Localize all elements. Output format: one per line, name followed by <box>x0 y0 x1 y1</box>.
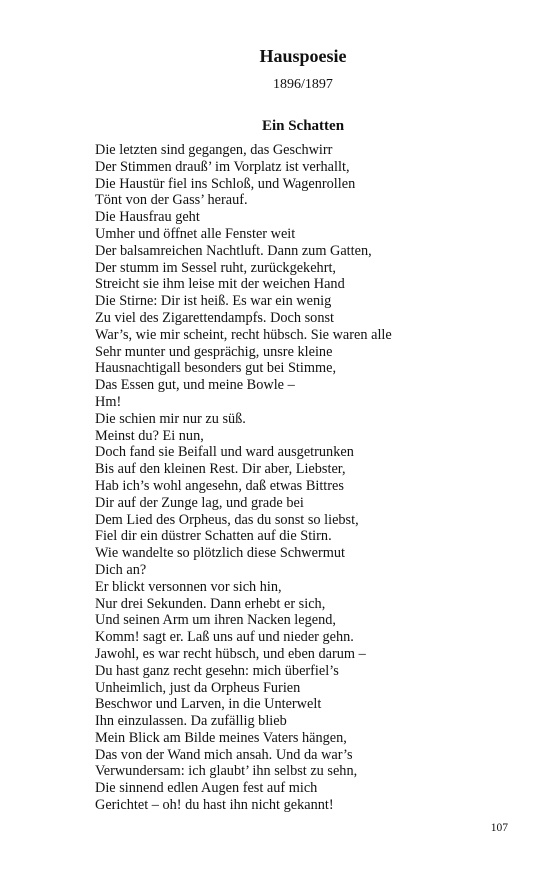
poem-line: Verwundersam: ich glaubt’ ihn selbst zu sehn, <box>95 763 358 780</box>
poem-line: Und seinen Arm um ihren Nacken legend, <box>95 612 336 629</box>
poem-line: Jawohl, es war recht hübsch, und eben darum – <box>95 645 366 662</box>
poem-line: Hausnachtigall besonders gut bei Stimme, <box>95 360 337 377</box>
poem-line: Meinst du? Ei nun, <box>95 427 204 444</box>
poem-line: Der balsamreichen Nachtluft. Dann zum Gatten, <box>95 242 372 259</box>
poem-line: Sehr munter und gesprächig, unsre kleine <box>95 343 333 360</box>
poem-line: Streicht sie ihm leise mit der weichen Hand <box>95 276 345 293</box>
poem-line: Tönt von der Gass’ herauf. <box>95 192 248 209</box>
poem-line: Mein Blick am Bilde meines Vaters hängen, <box>95 729 347 746</box>
poem-line: Hab ich’s wohl angesehn, daß etwas Bittres <box>95 477 344 494</box>
poem-line: Bis auf den kleinen Rest. Dir aber, Liebster, <box>95 461 346 478</box>
poem-line: Komm! sagt er. Laß uns auf und nieder gehn. <box>95 629 354 646</box>
poem-line: Gerichtet – oh! du hast ihn nicht gekannt! <box>95 797 334 814</box>
poem-line: Dir auf der Zunge lag, und grade bei <box>95 494 304 511</box>
poem-line: Fiel dir ein düstrer Schatten auf die Stirn. <box>95 528 332 545</box>
section-title: Hauspoesie <box>259 46 347 66</box>
poem-line: Die schien mir nur zu süß. <box>95 410 246 427</box>
poem-title: Ein Schatten <box>261 118 345 134</box>
section-years: 1896/1897 <box>273 77 333 92</box>
poem-line: Der Stimmen drauß’ im Vorplatz ist verhallt, <box>95 158 350 175</box>
poem-line: Das Essen gut, und meine Bowle – <box>95 377 295 394</box>
poem-line: Die Hausfrau geht <box>95 209 200 226</box>
poem-line: Die letzten sind gegangen, das Geschwirr <box>95 142 333 158</box>
poem-line: Die Haustür fiel ins Schloß, und Wagenrollen <box>95 175 356 192</box>
poem-line: Umher und öffnet alle Fenster weit <box>95 225 296 242</box>
poem-line: Zu viel des Zigarettendampfs. Doch sonst <box>95 309 335 326</box>
poem-line: Der stumm im Sessel ruht, zurückgekehrt, <box>95 259 337 276</box>
poem-line: Du hast ganz recht gesehn: mich überfiel’s <box>95 662 339 679</box>
poem-line: Unheimlich, just da Orpheus Furien <box>95 679 301 696</box>
page-number: 107 <box>490 822 508 834</box>
poem-body <box>95 142 535 814</box>
poem-line: Das von der Wand mich ansah. Und da war’s <box>95 746 353 763</box>
poem-line: Beschwor und Larven, in die Unterwelt <box>95 696 322 713</box>
poem-line: Nur drei Sekunden. Dann erhebt er sich, <box>95 595 326 612</box>
poem-line: Die sinnend edlen Augen fest auf mich <box>95 780 318 797</box>
poem-line: Ihn einzulassen. Da zufällig blieb <box>95 713 287 730</box>
poem-line: Er blickt versonnen vor sich hin, <box>95 578 282 595</box>
poem-line: Die Stirne: Dir ist heiß. Es war ein wenig <box>95 293 332 310</box>
poem-line: Wie wandelte so plötzlich diese Schwermut <box>95 545 345 562</box>
poem-line: Dem Lied des Orpheus, das du sonst so liebst, <box>95 511 359 528</box>
poem-line: War’s, wie mir scheint, recht hübsch. Sie waren alle <box>95 326 392 343</box>
poem-line: Hm! <box>95 393 122 410</box>
poem-line: Dich an? <box>95 561 147 578</box>
poem-line: Doch fand sie Beifall und ward ausgetrunken <box>95 444 354 461</box>
